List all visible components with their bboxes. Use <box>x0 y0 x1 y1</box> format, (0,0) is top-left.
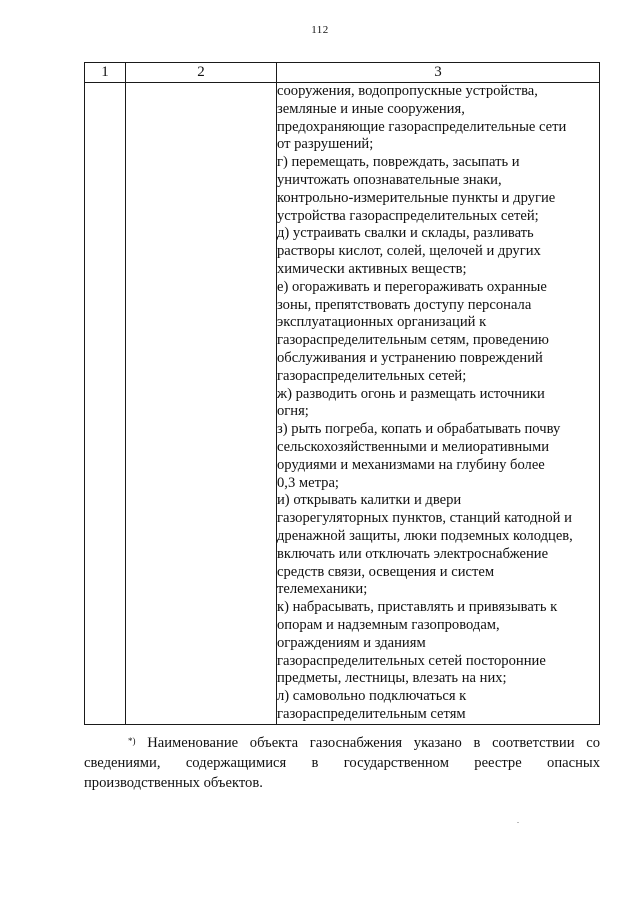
text-line: орудиями и механизмами на глубину более <box>277 456 545 473</box>
footnote-line: сведениями, содержащимися в государственном реестре опасных <box>84 755 600 771</box>
document-table <box>84 62 600 725</box>
text-line: и) открывать калитки и двери <box>277 492 462 509</box>
column-header-1: 1 <box>85 63 126 83</box>
text-line: 0,3 метра; <box>277 474 339 491</box>
text-line: г) перемещать, повреждать, засыпать и <box>277 154 520 171</box>
table-cell-col-2 <box>126 83 277 725</box>
text-line: е) огораживать и перегораживать охранные <box>277 278 547 295</box>
text-line: обслуживания и устранению повреждений <box>277 349 543 366</box>
text-line: сельскохозяйственными и мелиоративными <box>277 438 550 455</box>
text-line: газорегуляторных пунктов, станций катодной и <box>277 510 572 527</box>
footnote <box>84 733 600 793</box>
page-number: 112 <box>311 24 329 36</box>
text-line: газораспределительных сетей посторонние <box>277 652 546 669</box>
text-line: средств связи, освещения и систем <box>277 563 495 580</box>
column-header-2: 2 <box>126 63 277 83</box>
text-line: газораспределительным сетям <box>277 705 466 722</box>
text-line: зоны, препятствовать доступу персонала <box>277 296 532 313</box>
text-line: контрольно-измерительные пункты и другие <box>277 189 556 206</box>
text-line: телемеханики; <box>277 581 368 598</box>
text-line: дренажной защиты, люки подземных колодцев, <box>277 527 573 544</box>
text-line: уничтожать опознавательные знаки, <box>277 171 502 188</box>
text-line: газораспределительных сетей; <box>277 367 467 384</box>
footnote-line: производственных объектов. <box>84 775 263 791</box>
text-line: огня; <box>277 403 309 420</box>
text-line: земляные и иные сооружения, <box>277 100 465 117</box>
text-line: от разрушений; <box>277 136 374 153</box>
text-line: предметы, лестницы, влезать на них; <box>277 670 507 687</box>
text-line: к) набрасывать, приставлять и привязывать к <box>277 599 558 616</box>
text-line: эксплуатационных организаций к <box>277 314 487 331</box>
table-cell-col-3 <box>277 83 600 725</box>
text-line: опорам и надземным газопроводам, <box>277 616 500 633</box>
text-line: л) самовольно подключаться к <box>277 688 467 705</box>
text-line: д) устраивать свалки и склады, разливать <box>277 225 534 242</box>
text-line: растворы кислот, солей, щелочей и других <box>277 243 541 260</box>
table-header-row <box>85 63 600 83</box>
footnote-mark: *) <box>128 736 136 746</box>
text-line: включать или отключать электроснабжение <box>277 545 549 562</box>
text-line: ж) разводить огонь и размещать источники <box>277 385 545 402</box>
table-cell-col-1 <box>85 83 126 725</box>
scan-speck <box>517 822 519 823</box>
column-header-3: 3 <box>277 63 600 83</box>
text-line: химически активных веществ; <box>277 260 467 277</box>
text-line: предохраняющие газораспределительные сети <box>277 118 567 135</box>
text-line: сооружения, водопропускные устройства, <box>277 83 538 99</box>
footnote-text-1: Наименование объекта газоснабжения указано в соответствии со <box>147 735 600 751</box>
text-line: ограждениям и зданиям <box>277 634 426 651</box>
text-line: устройства газораспределительных сетей; <box>277 207 539 224</box>
footnote-line <box>84 733 600 753</box>
text-line: газораспределительным сетям, проведению <box>277 332 549 349</box>
table-row <box>85 83 600 725</box>
text-line: з) рыть погреба, копать и обрабатывать почву <box>277 421 561 438</box>
